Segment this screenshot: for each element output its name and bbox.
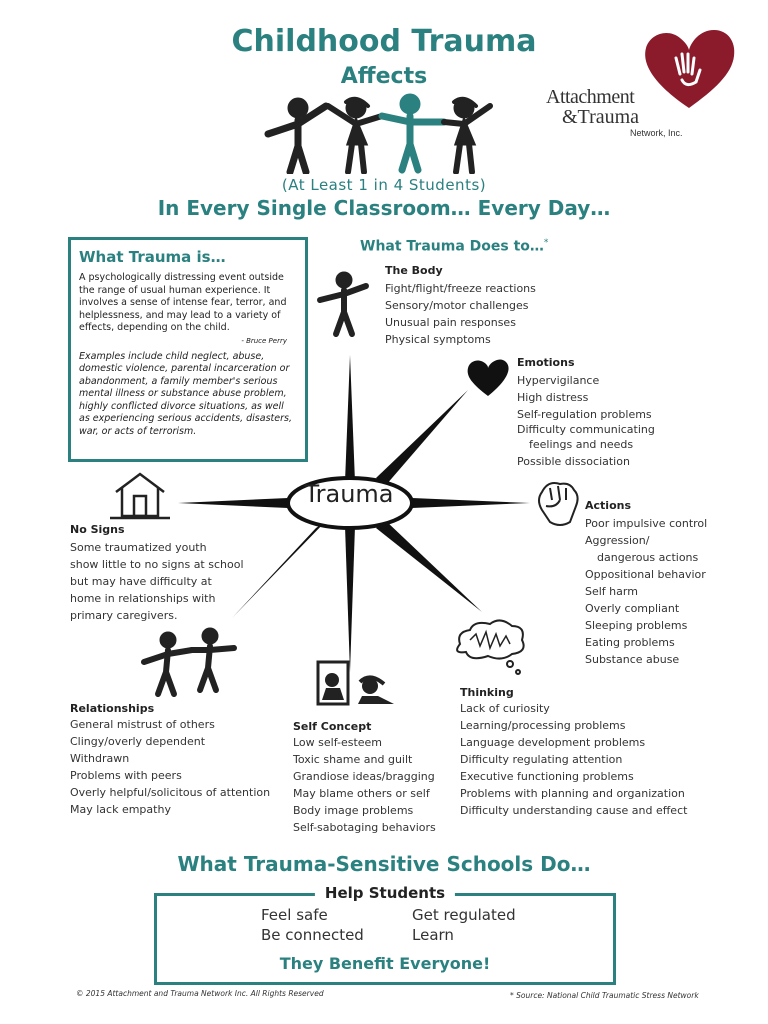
- section-self-concept: [293, 720, 436, 836]
- house-icon: [110, 474, 170, 518]
- definition-attribution: - Bruce Perry: [241, 336, 287, 345]
- list-item: Low self-esteem: [293, 736, 383, 749]
- section-actions-list: [585, 515, 707, 668]
- list-item: Self harm: [585, 585, 638, 598]
- logo-text-line2: &Trauma: [562, 106, 640, 128]
- section-thinking-heading: Thinking: [460, 686, 514, 699]
- section-thinking-list: [460, 700, 687, 819]
- list-item: Oppositional behavior: [585, 568, 706, 581]
- fist-icon: [539, 483, 578, 525]
- section-self-concept-list: [293, 734, 436, 836]
- scribble-cloud-icon: [457, 620, 524, 674]
- list-item: Lack of curiosity: [460, 702, 550, 715]
- section-body-heading: The Body: [385, 264, 443, 277]
- section-no-signs: [70, 523, 244, 624]
- spoke-lower-left: [232, 521, 326, 618]
- list-item: Difficulty communicating: [517, 423, 655, 436]
- definition-text: A psychologically distressing event outside the range of usual human experience. It involves a sense of intense fear, terror, and helplessness, and may lead to a variety of effects, depending on the child.: [79, 272, 287, 333]
- logo-text-line3: Network, Inc.: [630, 128, 683, 138]
- list-item: but may have difficulty at: [70, 575, 212, 588]
- section-actions-heading: Actions: [585, 499, 631, 512]
- list-item: Difficulty regulating attention: [460, 753, 623, 766]
- section-relationships-list: [70, 716, 270, 818]
- list-item: Grandiose ideas/bragging: [293, 770, 435, 783]
- headline: In Every Single Classroom… Every Day…: [157, 196, 611, 220]
- definition-title: What Trauma is…: [79, 248, 226, 266]
- list-item: Overly helpful/solicitous of attention: [70, 786, 271, 799]
- list-item: Learning/processing problems: [460, 719, 626, 732]
- section-thinking: [460, 686, 687, 819]
- list-item: primary caregivers.: [70, 609, 178, 622]
- list-item: Language development problems: [460, 736, 646, 749]
- list-item: Withdrawn: [70, 752, 130, 765]
- list-item: Aggression/: [585, 534, 650, 547]
- footnote-mark: *: [543, 238, 549, 248]
- list-item: Sensory/motor challenges: [385, 299, 529, 312]
- list-item: dangerous actions: [597, 551, 699, 564]
- list-item: Hypervigilance: [517, 374, 600, 387]
- section-emotions: [517, 356, 655, 470]
- heart-icon: [468, 360, 509, 396]
- spoke-right: [412, 498, 530, 508]
- help-item-get-regulated: Get regulated: [412, 906, 516, 924]
- logo-text-line1: Attachment: [546, 86, 635, 108]
- spoke-down: [345, 526, 355, 672]
- list-item: feelings and needs: [529, 438, 634, 451]
- list-item: May lack empathy: [70, 803, 171, 816]
- list-item: show little to no signs at school: [70, 558, 244, 571]
- help-item-learn: Learn: [412, 926, 454, 944]
- copyright-text: © 2015 Attachment and Trauma Network Inc. All Rights Reserved: [76, 989, 324, 998]
- list-item: Problems with peers: [70, 769, 182, 782]
- section-no-signs-list: [70, 539, 244, 624]
- list-item: Toxic shame and guilt: [293, 753, 413, 766]
- help-students-box: [154, 884, 616, 985]
- tagline: (At Least 1 in 4 Students): [281, 176, 487, 194]
- list-item: Substance abuse: [585, 653, 680, 666]
- person-pointing-icon: [320, 272, 366, 334]
- mirror-icon: [318, 662, 394, 704]
- trauma-center-label: Trauma: [304, 480, 394, 508]
- section-body: [385, 264, 536, 348]
- spoke-lower-right: [376, 521, 482, 612]
- list-item: Physical symptoms: [385, 333, 491, 346]
- spoke-left: [178, 498, 288, 508]
- list-item: Self-regulation problems: [517, 408, 652, 421]
- section-no-signs-heading: No Signs: [70, 523, 125, 536]
- diagram-title-text: What Trauma Does to…: [360, 238, 544, 255]
- list-item: General mistrust of others: [70, 718, 215, 731]
- schools-title: What Trauma-Sensitive Schools Do…: [177, 852, 591, 876]
- list-item: Self-sabotaging behaviors: [293, 821, 436, 834]
- definition-examples: Examples include child neglect, abuse, domestic violence, parental incarceration or abandonment, a family member's serious mental illness or substance abuse problem, highly conflicted divorce situations, as well as experiencing serious accidents, disasters, war, or acts of terrorism.: [79, 350, 292, 437]
- benefit-statement: They Benefit Everyone!: [279, 954, 491, 973]
- spoke-up: [345, 355, 355, 482]
- two-people-icon: [144, 628, 234, 694]
- list-item: Some traumatized youth: [70, 541, 207, 554]
- list-item: Clingy/overly dependent: [70, 735, 206, 748]
- list-item: Overly compliant: [585, 602, 680, 615]
- section-emotions-heading: Emotions: [517, 356, 575, 369]
- list-item: Difficulty understanding cause and effect: [460, 804, 688, 817]
- list-item: Poor impulsive control: [585, 517, 708, 530]
- list-item: Possible dissociation: [517, 455, 630, 468]
- list-item: High distress: [517, 391, 589, 404]
- list-item: Unusual pain responses: [385, 316, 516, 329]
- page-subtitle: Affects: [340, 64, 428, 89]
- list-item: Problems with planning and organization: [460, 787, 685, 800]
- section-self-concept-heading: Self Concept: [293, 720, 372, 733]
- page-title: Childhood Trauma: [231, 24, 537, 59]
- list-item: Eating problems: [585, 636, 675, 649]
- section-emotions-list: [517, 372, 655, 470]
- list-item: Executive functioning problems: [460, 770, 634, 783]
- list-item: May blame others or self: [293, 787, 430, 800]
- list-item: home in relationships with: [70, 592, 216, 605]
- section-body-list: [385, 280, 536, 348]
- list-item: Body image problems: [293, 804, 414, 817]
- section-relationships: [70, 702, 270, 818]
- list-item: Sleeping problems: [585, 619, 688, 632]
- section-relationships-heading: Relationships: [70, 702, 155, 715]
- source-footnote: * Source: National Child Traumatic Stress Network: [510, 991, 699, 1000]
- help-students-label: Help Students: [315, 884, 455, 902]
- list-item: Fight/flight/freeze reactions: [385, 282, 536, 295]
- section-actions: [585, 499, 707, 668]
- help-item-be-connected: Be connected: [261, 926, 364, 944]
- help-item-feel-safe: Feel safe: [261, 906, 328, 924]
- spoke-upper-right: [376, 390, 468, 485]
